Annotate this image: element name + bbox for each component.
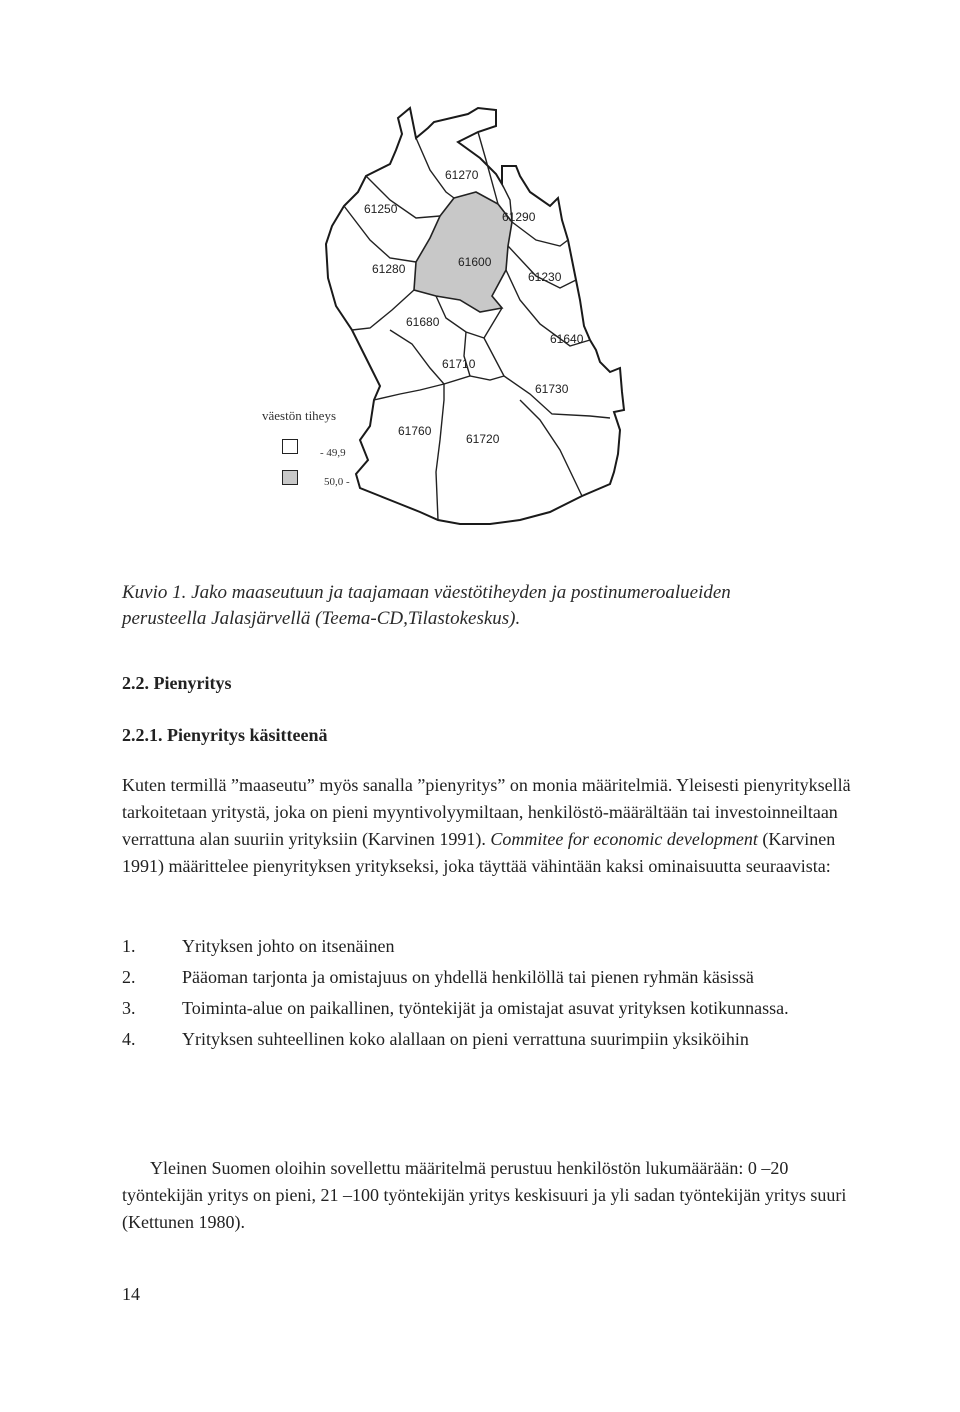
region-label: 61710 [442, 357, 476, 371]
list-number: 4. [122, 1029, 136, 1049]
figure-caption [122, 580, 862, 632]
paragraph-definition [122, 772, 852, 880]
section-heading: 2.2. Pienyritys [122, 673, 232, 693]
subsection-heading: 2.2.1. Pienyritys käsitteenä [122, 725, 328, 745]
list-text: Yrityksen johto on itsenäinen [182, 936, 395, 956]
list-item [122, 996, 852, 1021]
list-number: 2. [122, 967, 136, 987]
list-text: Yrityksen suhteellinen koko alallaan on pieni verrattuna suurimpiin yksiköihin [182, 1029, 749, 1049]
region-label: 61680 [406, 315, 440, 329]
paragraph-size-definition: Yleinen Suomen oloihin sovellettu määritelmä perustuu henkilöstön lukumäärään: 0 –20 työntekijän yritys on pieni, 21 –100 työntekijän yritys keskisuuri ja yli sadan työntekijän yritys suuri (Kettunen 1980). [122, 1158, 847, 1232]
list-text: Pääoman tarjonta ja omistajuus on yhdellä henkilöllä tai pienen ryhmän käsissä [182, 967, 754, 987]
region-label: 61640 [550, 332, 584, 346]
paragraph-text-a: Kuten termillä ”maaseutu” myös sanalla ”pienyritys” on monia määritelmiä. Yleisesti pienyrityksellä tarkoitetaan yritystä, joka on pieni myyntivolyymiltaan, henkilöstö-määrältään tai investoinneiltaan verrattuna alan suuriin yrityksiin (Karvinen 1991). [122, 775, 851, 849]
legend-title: väestön tiheys [262, 408, 337, 423]
region-label: 61600 [458, 255, 492, 269]
list-text: Toiminta-alue on paikallinen, työntekijät ja omistajat asuvat yrityksen kotikunnassa. [182, 998, 789, 1018]
criteria-list [122, 934, 852, 1058]
region-label: 61290 [502, 210, 536, 224]
region-label: 61270 [445, 168, 479, 182]
legend-swatch-low [282, 439, 298, 454]
legend-label-low: - 49,9 [320, 447, 346, 459]
region-label: 61730 [535, 382, 569, 396]
list-number: 3. [122, 998, 136, 1018]
legend-label-high: 50,0 - [324, 476, 350, 488]
postal-area-map [240, 100, 660, 540]
region-label: 61230 [528, 270, 562, 284]
paragraph-text-b: (Karvinen 1991) määrittelee pienyrityksen yritykseksi, joka täyttää vähintään kaksi ominaisuutta seuraavista: [122, 829, 836, 876]
list-item [122, 965, 852, 990]
list-item [122, 934, 852, 959]
list-item [122, 1027, 852, 1052]
caption-line-2: perusteella Jalasjärvellä (Teema-CD,Tilastokeskus). [122, 608, 521, 629]
legend-swatch-high [282, 470, 298, 485]
page-number: 14 [122, 1284, 140, 1304]
caption-line-1: Kuvio 1. Jako maaseutuun ja taajamaan väestötiheyden ja postinumeroalueiden [122, 582, 731, 603]
paragraph-italic-term: Commitee for economic development [490, 829, 758, 849]
region-label: 61720 [466, 432, 500, 446]
list-number: 1. [122, 936, 136, 956]
region-label: 61250 [364, 202, 398, 216]
map-drawing [240, 100, 660, 540]
region-label: 61280 [372, 262, 406, 276]
region-label: 61760 [398, 424, 432, 438]
region-61600-fill [414, 192, 512, 312]
